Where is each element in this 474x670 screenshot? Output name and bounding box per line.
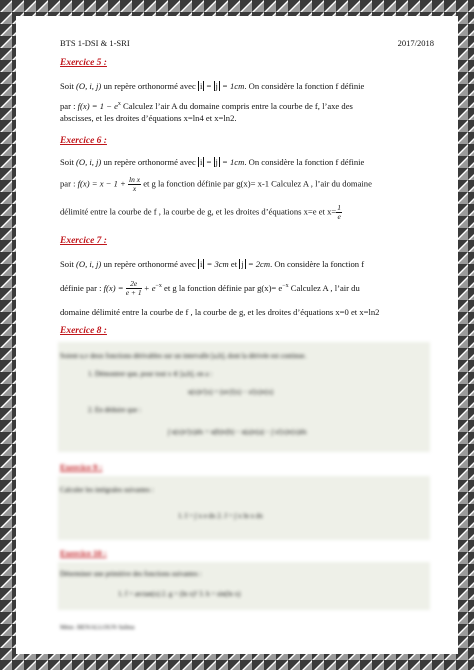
norm-j: j <box>215 157 218 167</box>
text: Calculez A , l’air du <box>288 282 360 293</box>
exercise-5-line-3: abscisses, et les droites d’équations x=ln4 et x=ln2. <box>60 113 237 123</box>
exercise-8-formula-2: ∫ u(x)v'(x)dx = u(b)v(b) − u(a)v(a) − ∫ u'(x)v(x)dx <box>168 428 307 436</box>
text: un repère orthonormé avec <box>101 259 198 269</box>
page-header <box>60 38 434 48</box>
norm-i: i <box>199 81 203 91</box>
exercise-8-q2: 2. En déduire que : <box>88 406 142 414</box>
text: Calculez l’air A du domaine compris entre la courbe de f, l’axe des <box>120 100 353 111</box>
math-unit: = 3cm <box>206 259 229 269</box>
text: . On considère la fonction f définie <box>244 157 365 167</box>
fraction <box>128 176 141 193</box>
text: Soit <box>60 157 76 167</box>
exponent: x <box>117 101 121 107</box>
numerator: 2e <box>126 280 142 289</box>
text: et g la fonction définie par g(x)= e <box>161 282 283 293</box>
text: et g la fonction définie par g(x)= x-1 Calculez A , l’air du domaine <box>141 178 372 189</box>
exercise-6-line-1: Soit (O, i, j) un repère orthonormé avec i = j = 1cm. On considère la fonction f définie <box>60 157 365 167</box>
text: . On considère la fonction f <box>270 259 365 269</box>
math-unit: = 2cm <box>247 259 271 269</box>
exercise-8-q1: 1. Démontrer que, pour tout x ∈ [a,b], on a : <box>88 370 213 378</box>
norm-j: j <box>241 259 244 269</box>
math-unit: = 1cm <box>222 157 245 167</box>
header-left: BTS 1-DSI & 1-SRI <box>60 38 130 48</box>
exercise-6-title: Exercice 6 : <box>60 136 107 146</box>
exercise-5-line-2 <box>60 98 428 112</box>
exercise-10-title: Exercice 10 : <box>60 548 107 558</box>
denominator: e <box>337 212 341 221</box>
exercise-10-formulas: 1. f = arctan(x) 2. g = (ln x)² 3. h = sin(ln x) <box>118 590 241 598</box>
math-unit: = 1cm <box>222 81 245 91</box>
math-frame: (O, i, j) <box>76 259 102 269</box>
numerator: ln x <box>129 175 141 184</box>
exercise-8-formula-1: u(x)v'(x) = (uv)'(x) − u'(x)v(x) <box>188 388 274 396</box>
exponent: −x <box>155 283 162 289</box>
exercise-7-title: Exercice 7 : <box>60 236 107 246</box>
exponent: −x <box>282 283 289 289</box>
header-right: 2017/2018 <box>397 38 434 48</box>
exercise-7-line-2 <box>60 280 428 297</box>
fraction <box>126 280 142 297</box>
text: Soit <box>60 81 76 91</box>
math-function: f(x) = <box>103 282 126 293</box>
exercise-8-title: Exercice 8 : <box>60 326 107 336</box>
exercise-6-line-2 <box>60 176 428 193</box>
text: délimité entre la courbe de f , la courbe de g, et les droites d’équations x=e et x= <box>60 206 337 217</box>
math-term: + e <box>141 282 156 293</box>
denominator: x <box>132 184 137 193</box>
document-page <box>38 30 436 642</box>
norm-i: i <box>199 157 203 167</box>
exercise-10-intro: Déterminer une primitive des fonctions suivantes : <box>60 570 202 578</box>
exercise-9-formulas: 1. I = ∫ x e dx 2. J = ∫ x ln x dx <box>178 512 263 520</box>
exercise-9-intro: Calculer les intégrales suivantes : <box>60 486 154 494</box>
exercise-5-title: Exercice 5 : <box>60 58 107 68</box>
text: et <box>228 259 240 269</box>
denominator: e + 1 <box>125 288 142 298</box>
exercise-9-title: Exercice 9 : <box>60 462 103 472</box>
text: un repère orthonormé avec <box>101 81 198 91</box>
exercise-7-line-1 <box>60 258 428 271</box>
text: par : <box>60 100 78 111</box>
math-function: f(x) = 1 − e <box>77 100 118 111</box>
exercise-8-intro: Soient u,v deux fonctions dérivables sur un intervalle [a,b], dont la dérivée est continue. <box>60 352 307 360</box>
text: par : <box>60 178 78 189</box>
exercise-5-line-1: Soit (O, i, j) un repère orthonormé avec i = j = 1cm. On considère la fonction f définie <box>60 81 365 91</box>
math-function: f(x) = x − 1 + <box>77 178 128 189</box>
text: . On considère la fonction f définie <box>244 81 365 91</box>
math-frame: (O, i, j) <box>76 157 102 167</box>
math-frame: (O, i, j) <box>76 81 102 91</box>
text: définie par : <box>60 282 104 293</box>
text: un repère orthonormé avec <box>101 157 198 167</box>
exercise-7-line-3: domaine délimité entre la courbe de f , la courbe de g, et les droites d’équations x=0 et x=ln2 <box>60 307 380 317</box>
norm-j: j <box>215 81 218 91</box>
text: Soit <box>60 259 76 269</box>
norm-i: i <box>199 259 203 269</box>
footer-author: Mme. BENALLOUN Salma <box>60 624 135 631</box>
fraction <box>336 204 342 221</box>
numerator: 1 <box>337 203 341 212</box>
exercise-6-line-3 <box>60 204 428 221</box>
